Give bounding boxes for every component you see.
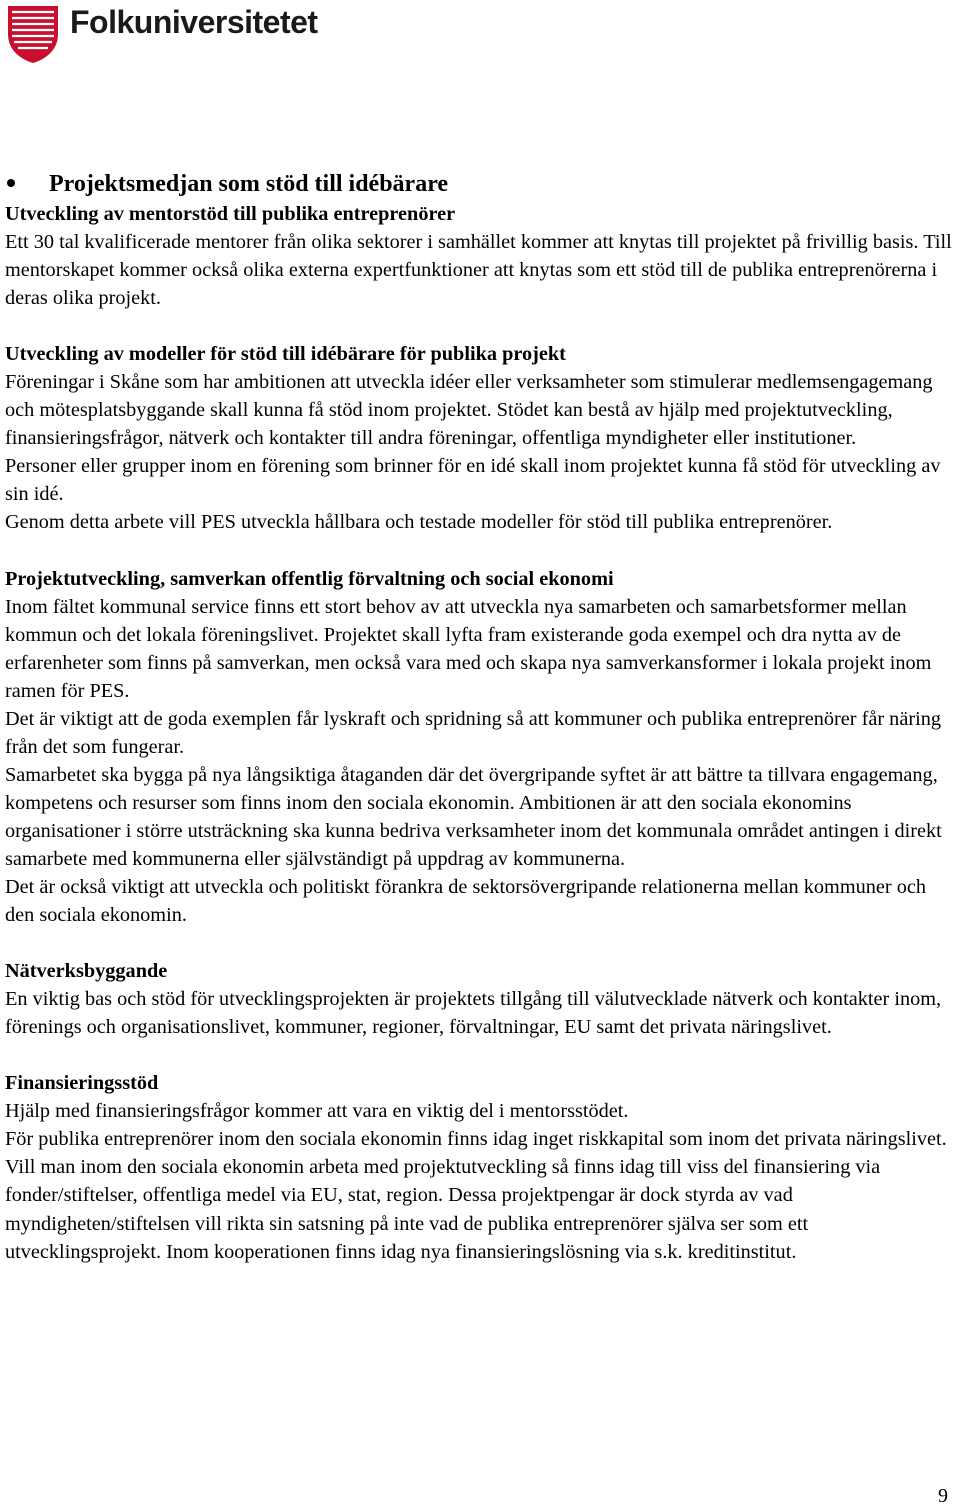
bullet-heading-text: Projektsmedjan som stöd till idébärare — [49, 171, 449, 197]
paragraph: Genom detta arbete vill PES utveckla hållbara och testade modeller för stöd till publika entreprenörer. — [5, 511, 833, 534]
folkuniversitetet-logo — [6, 4, 318, 64]
paragraph: Personer eller grupper inom en förening som brinner för en idé skall inom projektet kunna få stöd för utveckling av sin idé. — [5, 455, 941, 506]
document-body — [5, 168, 960, 1266]
spacer — [5, 929, 960, 957]
logo-wordmark: Folkuniversitetet — [70, 4, 318, 40]
spacer — [5, 1041, 960, 1069]
spacer — [5, 537, 960, 565]
paragraph: Ett 30 tal kvalificerade mentorer från olika sektorer i samhället kommer att knytas till projektet på frivillig basis. Till mentorskapet kommer också olika externa expertfunktioner att knytas som ett stöd till de publika entreprenörerna i deras olika projekt. — [5, 231, 952, 310]
paragraph: Föreningar i Skåne som har ambitionen att utveckla idéer eller verksamheter som stimulerar medlemsengagemang och mötesplatsbyggande skall kunna få stöd inom projektet. Stödet kan bestå av hjälp med projektutveckling, finansieringsfrågor, nätverk och kontakter till andra föreningar, offentliga myndigheter eller institutioner. — [5, 371, 933, 450]
logo-shield-icon — [6, 4, 60, 64]
paragraph: Inom fältet kommunal service finns ett stort behov av att utveckla nya samarbeten och samarbetsformer mellan kommun och det lokala föreningslivet. Projektet skall lyfta fram existerande goda exempel och dra nytta av de erfarenheter som finns på samverkan, men också vara med och skapa nya samverkansformer i lokala projekt inom ramen för PES. — [5, 595, 932, 702]
paragraph: Det är också viktigt att utveckla och politiskt förankra de sektorsövergripande relationerna mellan kommuner och den sociala ekonomin. — [5, 876, 926, 927]
section-heading-finansieringsstod: Finansieringsstöd — [5, 1072, 159, 1095]
section-heading-mentorstod: Utveckling av mentorstöd till publika entreprenörer — [5, 203, 456, 225]
spacer — [5, 312, 960, 340]
bullet-heading — [5, 168, 960, 200]
paragraph: Hjälp med finansieringsfrågor kommer att vara en viktig del i mentorsstödet. — [5, 1100, 629, 1123]
paragraph: En viktig bas och stöd för utvecklingsprojekten är projektets tillgång till välutvecklade nätverk och kontakter inom, förenings och organisationslivet, kommuner, regioner, förvaltningar, EU samt det privata näringslivet. — [5, 988, 942, 1039]
section-heading-modeller: Utveckling av modeller för stöd till idébärare för publika projekt — [5, 343, 566, 366]
section-heading-projektutveckling: Projektutveckling, samverkan offentlig förvaltning och social ekonomi — [5, 567, 614, 590]
paragraph: Samarbetet ska bygga på nya långsiktiga åtaganden där det övergripande syftet är att bättre ta tillvara engagemang, kompetens och resurser som finns inom den sociala ekonomin. Ambitionen är att den sociala ekonomins organisationer i större utsträckning ska kunna bedriva verksamheter inom det kommunala området antingen i direkt samarbete med kommunerna eller självständigt på uppdrag av kommunerna. — [5, 763, 942, 870]
page-number: 9 — [938, 1485, 948, 1507]
paragraph: För publika entreprenörer inom den sociala ekonomin finns idag inget riskkapital som inom det privata näringslivet. Vill man inom den sociala ekonomin arbeta med projektutveckling så finns idag till viss del finansiering via fonder/stiftelser, offentliga medel via EU, stat, region. Dessa projektpengar är dock styrda av vad myndigheten/stiftelsen vill rikta sin satsning på inte vad de publika entreprenörer själva ser som ett utvecklingsprojekt. Inom kooperationen finns idag nya finansieringslösning via s.k. kreditinstitut. — [5, 1128, 947, 1263]
paragraph: Det är viktigt att de goda exemplen får lyskraft och spridning så att kommuner och publika entreprenörer får näring från det som fungerar. — [5, 707, 941, 758]
section-heading-natverksbyggande: Nätverksbyggande — [5, 960, 168, 983]
